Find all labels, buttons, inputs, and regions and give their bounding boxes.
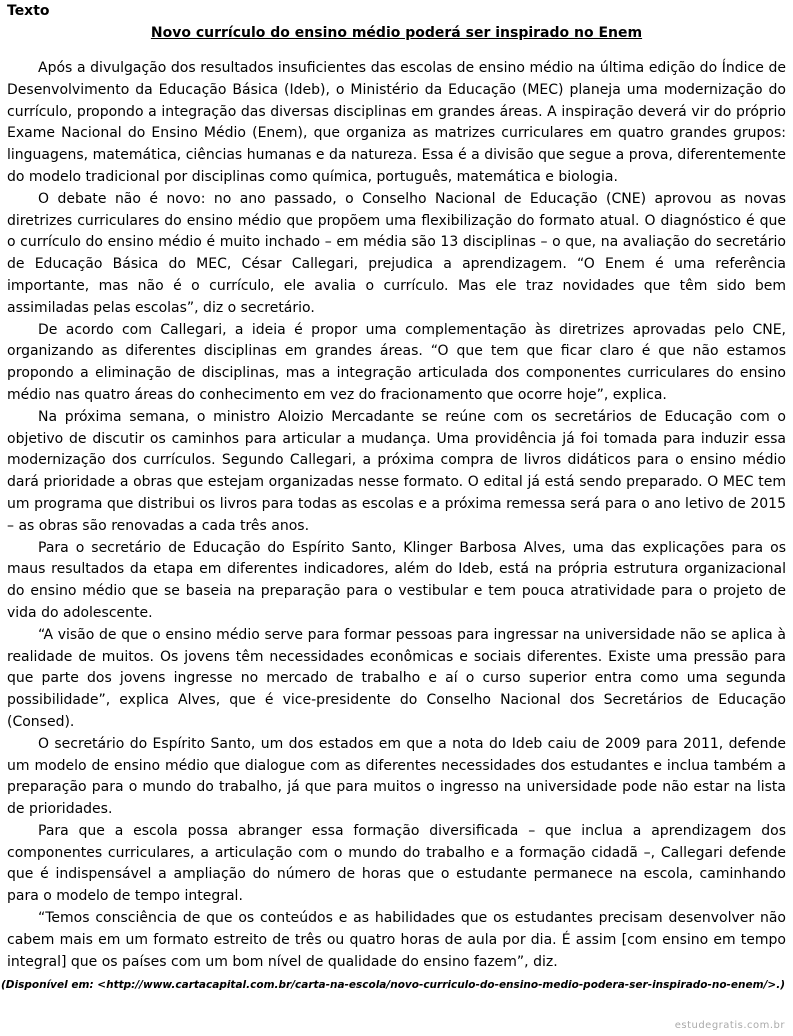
paragraph-7: O secretário do Espírito Santo, um dos estados em que a nota do Ideb caiu de 2009 para 2011, defende um modelo de ensino médio que dialogue com as diferentes necessidades dos estudantes e inclua também a preparação para o mundo do trabalho, já que para muitos o ingresso na universidade pode não estar na lista de prioridades. (7, 735, 786, 818)
paragraph-6: “A visão de que o ensino médio serve para formar pessoas para ingressar na universidade não se aplica à realidade de muitos. Os jovens têm necessidades econômicas e sociais diferentes. Existe uma pressão para que parte dos jovens ingresse no mercado de trabalho e aí o curso superior entra como uma segunda possibilidade”, explica Alves, que é vice-presidente do Conselho Nacional dos Secretários de Educação (Consed). (7, 626, 786, 730)
paragraph-3: De acordo com Callegari, a ideia é propor uma complementação às diretrizes aprovadas pelo CNE, organizando as diferentes disciplinas em grandes áreas. “O que tem que ficar claro é que não estamos propondo a eliminação de disciplinas, mas a integração articulada dos componentes curriculares do ensino médio nas quatro áreas do conhecimento em vez do fracionamento que ocorre hoje”, explica. (7, 321, 786, 403)
site-watermark: estudegratis.com.br (674, 1020, 785, 1031)
paragraph-4: Na próxima semana, o ministro Aloizio Mercadante se reúne com os secretários de Educação com o objetivo de discutir os caminhos para articular a mudança. Uma providência já foi tomada para induzir essa modernização dos currículos. Segundo Callegari, a próxima compra de livros didáticos para o ensino médio dará prioridade a obras que estejam organizadas nesse formato. O edital já está sendo preparado. O MEC tem um programa que distribui os livros para todas as escolas e a próxima remessa será para o ano letivo de 2015 – as obras são renovadas a cada três anos. (7, 408, 786, 534)
paragraph-8: Para que a escola possa abranger essa formação diversificada – que inclua a aprendizagem dos componentes curriculares, a articulação com o mundo do trabalho e a formação cidadã –, Callegari defende que é indispensável a ampliação do número de horas que o estudante permanece na escola, caminhando para o modelo de tempo integral. (7, 822, 786, 905)
article-body (7, 58, 786, 973)
source-citation: (Disponível em: <http://www.cartacapital.com.br/carta-na-escola/novo-curriculo-do-ensino-medio-podera-ser-inspirado-no-enem/>.) (1, 979, 785, 991)
section-label: Texto (7, 3, 50, 19)
paragraph-5: Para o secretário de Educação do Espírito Santo, Klinger Barbosa Alves, uma das explicações para os maus resultados da etapa em diferentes indicadores, além do Ideb, está na própria estrutura organizacional do ensino médio que se baseia na preparação para o vestibular e tem pouca atratividade para o projeto de vida do adolescente. (7, 539, 786, 621)
paragraph-9: “Temos consciência de que os conteúdos e as habilidades que os estudantes precisam desenvolver não cabem mais em um formato estreito de três ou quatro horas de aula por dia. É assim [com ensino em tempo integral] que os países com um bom nível de qualidade do ensino fazem”, diz. (7, 910, 786, 970)
article-title: Novo currículo do ensino médio poderá ser inspirado no Enem (150, 25, 643, 41)
paragraph-2: O debate não é novo: no ano passado, o Conselho Nacional de Educação (CNE) aprovou as novas diretrizes curriculares do ensino médio que propõem uma flexibilização do formato atual. O diagnóstico é que o currículo do ensino médio é muito inchado – em média são 13 disciplinas – o que, na avaliação do secretário de Educação Básica do MEC, César Callegari, prejudica a aprendizagem. “O Enem é uma referência importante, mas não é o currículo, ele avalia o currículo. Mas ele traz novidades que têm sido bem assimiladas pelas escolas”, diz o secretário. (7, 190, 786, 316)
paragraph-1: Após a divulgação dos resultados insuficientes das escolas de ensino médio na última edição do Índice de Desenvolvimento da Educação Básica (Ideb), o Ministério da Educação (MEC) planeja uma modernização do currículo, propondo a integração das diversas disciplinas em grandes áreas. A inspiração deverá vir do próprio Exame Nacional do Ensino Médio (Enem), que organiza as matrizes curriculares em quatro grandes grupos: linguagens, matemática, ciências humanas e da natureza. Essa é a divisão que segue a prova, diferentemente do modelo tradicional por disciplinas como química, português, matemática e biologia. (7, 60, 786, 185)
